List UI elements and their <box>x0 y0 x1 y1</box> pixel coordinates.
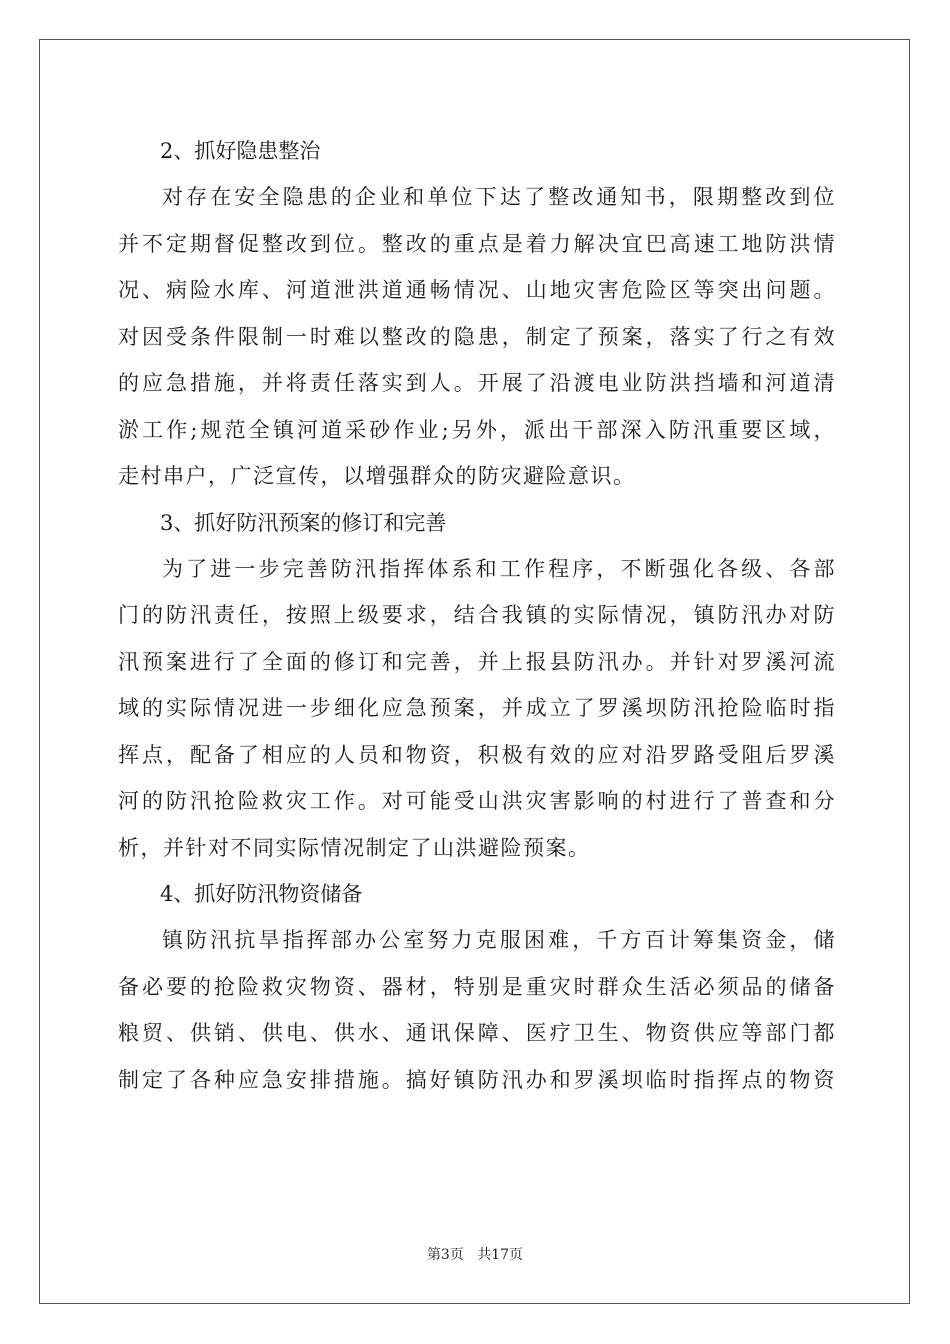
paragraph-line: 制定了各种应急安排措施。搞好镇防汛办和罗溪坝临时指挥点的物资 <box>118 1067 836 1092</box>
section-4 <box>118 871 836 1103</box>
paragraph-line: 对因受条件限制一时难以整改的隐患，制定了预案，落实了行之有效 <box>118 324 836 349</box>
section-2 <box>118 128 836 500</box>
paragraph-line: 备必要的抢险救灾物资、器材，特别是重灾时群众生活必须品的储备 <box>118 974 836 999</box>
page-total: 共17页 <box>477 1247 524 1263</box>
paragraph-line: 粮贸、供销、供电、供水、通讯保障、医疗卫生、物资供应等部门都 <box>118 1021 836 1045</box>
section-heading: 2、抓好隐患整治 <box>160 139 321 163</box>
section-3 <box>118 500 836 872</box>
page-number: 第3页 <box>426 1247 464 1263</box>
paragraph <box>118 174 836 500</box>
paragraph-line: 为了进一步完善防汛指挥体系和工作程序，不断强化各级、各部 <box>162 556 836 581</box>
section-heading: 4、抓好防汛物资储备 <box>160 882 363 906</box>
section-heading: 3、抓好防汛预案的修订和完善 <box>160 510 447 535</box>
paragraph-line: 走村串户，广泛宣传，以增强群众的防灾避险意识。 <box>118 464 636 488</box>
paragraph-line: 对存在安全隐患的企业和单位下达了整改通知书，限期整改到位 <box>162 185 836 209</box>
paragraph-line: 镇防汛抗旱指挥部办公室努力克服困难，千方百计筹集资金，储 <box>162 928 836 952</box>
paragraph-line: 并不定期督促整改到位。整改的重点是着力解决宜巴高速工地防洪情 <box>118 231 836 256</box>
paragraph-line: 河的防汛抢险救灾工作。对可能受山洪灾害影响的村进行了普查和分 <box>118 789 836 813</box>
paragraph-line: 析，并针对不同实际情况制定了山洪避险预案。 <box>118 835 591 860</box>
page-footer <box>0 1244 950 1264</box>
paragraph-line: 挥点，配备了相应的人员和物资，积极有效的应对沿罗路受阻后罗溪 <box>118 742 836 767</box>
paragraph-line: 汛预案进行了全面的修订和完善，并上报县防汛办。并针对罗溪河流 <box>118 649 836 674</box>
paragraph-line: 门的防汛责任，按照上级要求，结合我镇的实际情况，镇防汛办对防 <box>118 603 836 627</box>
paragraph <box>118 917 836 1103</box>
paragraph-line: 的应急措施，并将责任落实到人。开展了沿渡电业防洪挡墙和河道清 <box>118 371 836 395</box>
paragraph-line: 况、病险水库、河道泄洪道通畅情况、山地灾害危险区等突出问题。 <box>118 278 836 302</box>
paragraph <box>118 546 836 872</box>
document-body <box>118 128 836 1103</box>
paragraph-line: 域的实际情况进一步细化应急预案，并成立了罗溪坝防汛抢险临时指 <box>118 696 836 720</box>
paragraph-line: 淤工作;规范全镇河道采砂作业;另外，派出干部深入防汛重要区域， <box>118 417 836 442</box>
